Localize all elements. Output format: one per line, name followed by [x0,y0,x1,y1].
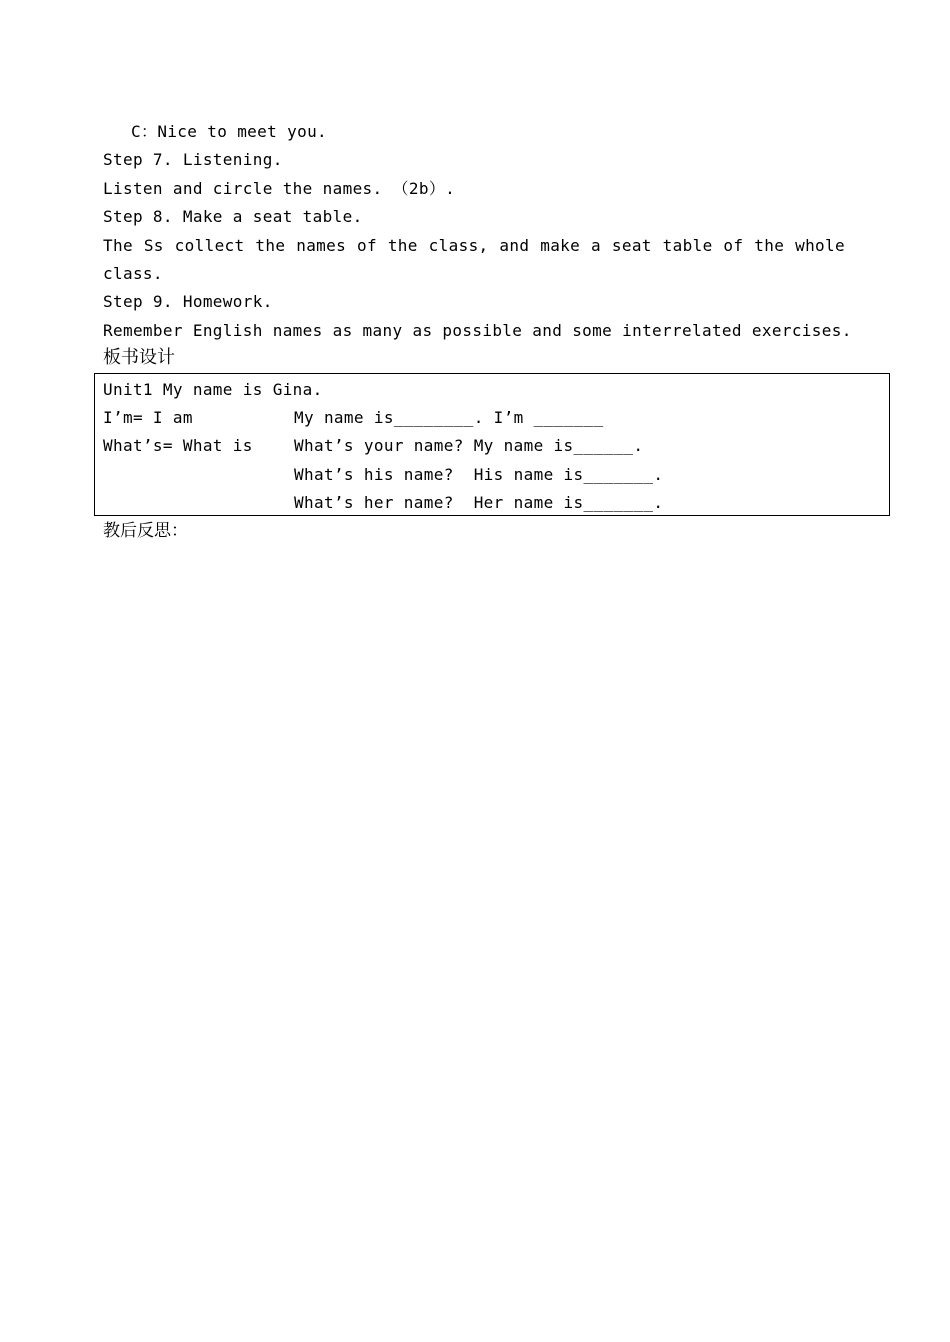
board-row-right: What’s her name? Her name is_______. [294,493,664,512]
board-row-left: I’m= I am [103,408,193,427]
step7-text: Listen and circle the names. （2b）. [103,179,456,198]
step9-text: Remember English names as many as possible and some interrelated exercises. [103,321,852,340]
step8-text-line1: The Ss collect the names of the class, and make a seat table of the whole [103,236,845,255]
board-row-right: My name is________. I’m _______ [294,408,604,427]
board-design-box [94,373,890,516]
board-design-heading: 板书设计 [103,347,175,368]
board-title: Unit1 My name is Gina. [103,380,323,399]
reflection-label: 教后反思： [103,521,188,541]
dialogue-line: C：Nice to meet you. [131,122,328,141]
step8-title: Step 8. Make a seat table. [103,207,363,226]
step9-title: Step 9. Homework. [103,292,273,311]
board-row-left: What’s= What is [103,436,253,455]
step8-text-line2: class. [103,264,163,283]
board-row-right: What’s your name? My name is______. [294,436,644,455]
step7-title: Step 7. Listening. [103,150,283,169]
board-row-right: What’s his name? His name is_______. [294,465,664,484]
